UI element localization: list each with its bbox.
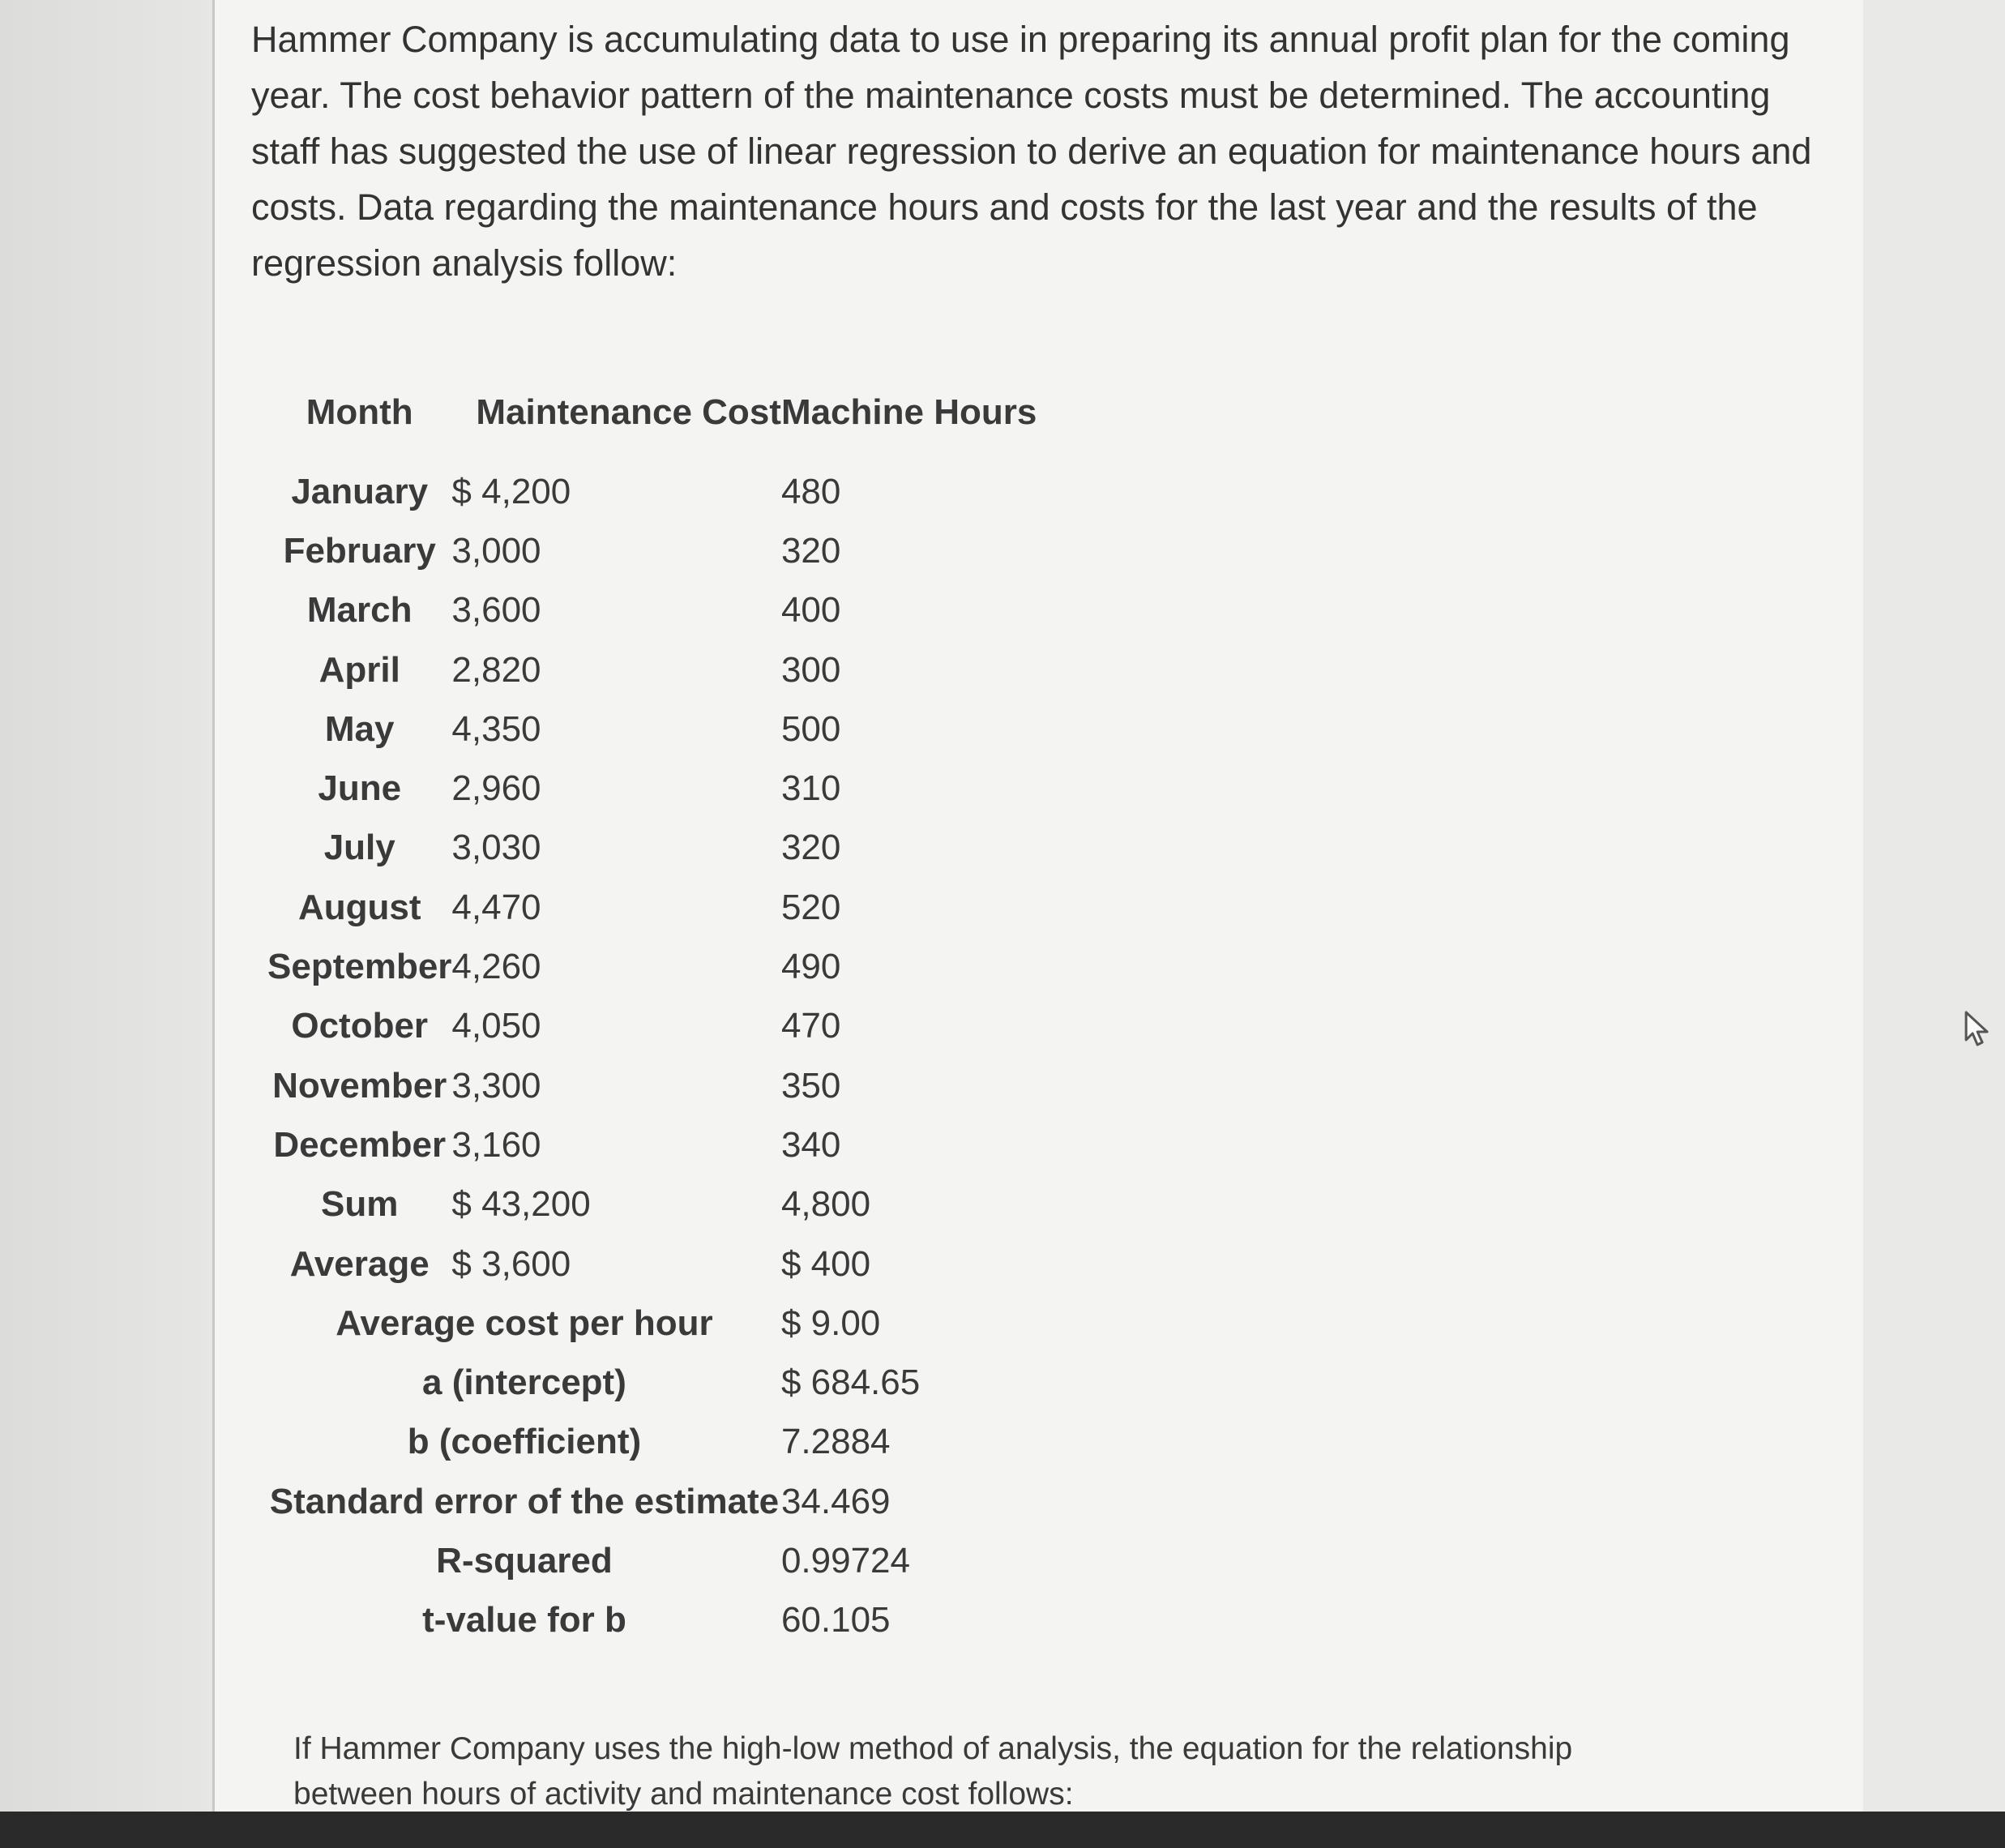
table-row — [267, 759, 1057, 818]
header-maintenance-cost: Maintenance Cost — [476, 392, 781, 432]
stat-value: 7.2884 — [780, 1422, 891, 1462]
row-month: April — [318, 649, 400, 690]
stat-row — [267, 1472, 1057, 1531]
row-cost: 4,260 — [451, 947, 541, 987]
stat-value: $ 9.00 — [780, 1303, 881, 1343]
stat-value: 0.99724 — [780, 1540, 910, 1581]
stat-value: 34.469 — [780, 1481, 891, 1521]
sum-label: Sum — [321, 1184, 399, 1225]
row-hours: 320 — [780, 828, 841, 868]
row-month: December — [273, 1124, 447, 1165]
stat-label: Average cost per hour — [336, 1303, 713, 1343]
row-hours: 400 — [780, 590, 841, 631]
stat-value: 60.105 — [780, 1600, 891, 1641]
table-row — [267, 699, 1057, 759]
stat-row — [267, 1531, 1057, 1590]
right-margin — [1863, 0, 2005, 1848]
row-hours: 320 — [780, 530, 841, 571]
sum-row — [267, 1175, 1057, 1234]
row-hours: 340 — [780, 1124, 841, 1165]
stat-row — [267, 1413, 1057, 1472]
table-row — [267, 462, 1057, 521]
row-month: October — [291, 1006, 429, 1046]
row-month: February — [283, 530, 436, 571]
header-month: Month — [306, 392, 413, 432]
stat-label: Standard error of the estimate — [269, 1481, 780, 1521]
row-cost: 3,000 — [451, 530, 541, 571]
header-machine-hours: Machine Hours — [780, 392, 1037, 432]
average-cost: $ 3,600 — [451, 1243, 571, 1284]
row-month: September — [267, 947, 452, 987]
row-cost: 3,030 — [451, 828, 541, 868]
stat-row — [267, 1591, 1057, 1650]
row-month: May — [324, 708, 395, 749]
row-cost: 3,300 — [451, 1065, 541, 1106]
left-margin — [0, 0, 212, 1848]
question-text: If Hammer Company uses the high-low method of analysis, the equation for the relationship between hours of activity and maintenance cost follows: — [293, 1731, 1573, 1812]
row-cost: 3,600 — [451, 590, 541, 631]
row-month: January — [291, 471, 429, 511]
row-month: August — [297, 887, 421, 927]
stat-label: a (intercept) — [422, 1362, 626, 1403]
table-row — [267, 878, 1057, 937]
row-month: March — [306, 590, 413, 631]
regression-data-table — [267, 392, 1057, 1650]
stat-label: t-value for b — [422, 1600, 626, 1641]
sum-cost: $ 43,200 — [451, 1184, 591, 1225]
stat-row — [267, 1294, 1057, 1353]
row-cost: 4,350 — [451, 708, 541, 749]
stat-label: R-squared — [436, 1540, 613, 1581]
table-row — [267, 819, 1057, 878]
table-header-row — [267, 392, 1057, 462]
average-hours: $ 400 — [780, 1243, 871, 1284]
table-row — [267, 1115, 1057, 1174]
table-row — [267, 581, 1057, 640]
table-row — [267, 521, 1057, 580]
row-month: November — [272, 1065, 447, 1106]
row-cost: 2,960 — [451, 768, 541, 809]
intro-paragraph: Hammer Company is accumulating data to use in preparing its annual profit plan for the coming year. The cost behavior pattern of the maintenance costs must be determined. The accounting staff has suggested the use of linear regression to derive an equation for maintenance hours and costs. Data regarding the maintenance hours and costs for the last year and the results of the regression analysis follow: — [251, 19, 1812, 284]
stat-value: $ 684.65 — [780, 1362, 921, 1403]
table-row — [267, 640, 1057, 699]
row-hours: 490 — [780, 947, 841, 987]
row-hours: 310 — [780, 768, 841, 809]
row-cost: $ 4,200 — [451, 471, 571, 511]
row-cost: 4,470 — [451, 887, 541, 927]
row-hours: 350 — [780, 1065, 841, 1106]
row-hours: 470 — [780, 1006, 841, 1046]
row-cost: 4,050 — [451, 1006, 541, 1046]
row-hours: 300 — [780, 649, 841, 690]
table-row — [267, 937, 1057, 996]
row-cost: 3,160 — [451, 1124, 541, 1165]
table-row — [267, 1056, 1057, 1115]
mouse-pointer-icon — [1961, 1009, 1997, 1050]
row-hours: 480 — [780, 471, 841, 511]
table-row — [267, 997, 1057, 1056]
stat-label: b (coefficient) — [407, 1422, 642, 1462]
row-hours: 500 — [780, 708, 841, 749]
row-month: June — [318, 768, 402, 809]
row-cost: 2,820 — [451, 649, 541, 690]
sum-hours: 4,800 — [780, 1184, 871, 1225]
average-row — [267, 1234, 1057, 1294]
stat-row — [267, 1353, 1057, 1412]
row-month: July — [323, 828, 395, 868]
average-label: Average — [289, 1243, 430, 1284]
row-hours: 520 — [780, 887, 841, 927]
